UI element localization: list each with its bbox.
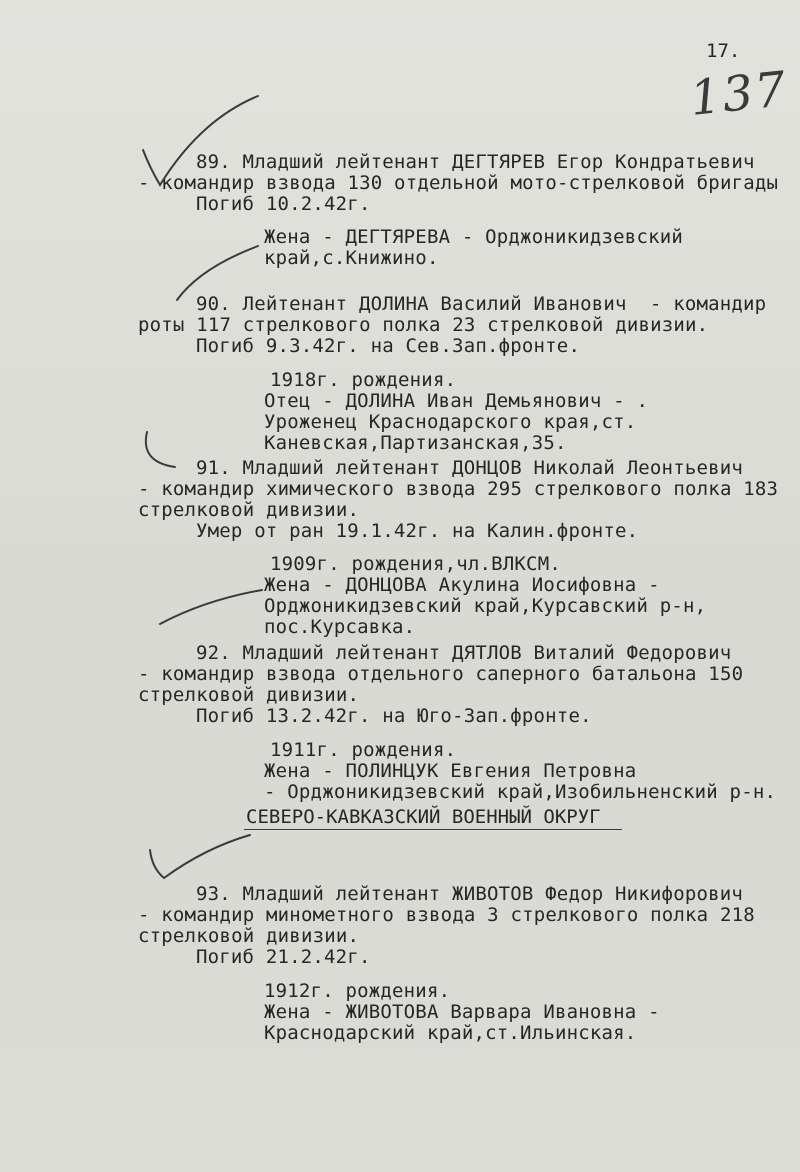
- check-mark-icon: [143, 96, 258, 185]
- entry-line: - командир взвода отдельного саперного батальона 150: [138, 663, 744, 685]
- entry-detail: 1912г. рождения.: [264, 980, 451, 1002]
- entry-detail: пос.Курсавка.: [264, 616, 416, 638]
- handwritten-page-number: 137: [687, 61, 791, 127]
- entry-line: стрелковой дивизии.: [138, 925, 360, 947]
- entry-line: 90. Лейтенант ДОЛИНА Василий Иванович - командир: [196, 293, 767, 315]
- entry-line: Погиб 13.2.42г. на Юго-Зап.фронте.: [196, 705, 592, 727]
- entry-line: Погиб 21.2.42г.: [196, 946, 371, 968]
- check-mark-icon: [177, 246, 258, 300]
- entry-line: Погиб 10.2.42г.: [196, 193, 371, 215]
- check-mark-icon: [150, 835, 250, 878]
- entry-detail: край,с.Книжино.: [264, 247, 439, 269]
- entry-detail: 1918г. рождения.: [270, 369, 457, 391]
- check-mark-icon: [146, 432, 175, 467]
- entry-detail: Уроженец Краснодарского края,ст.: [264, 411, 637, 433]
- entry-detail: 1911г. рождения.: [270, 739, 457, 761]
- entry-line: 92. Младший лейтенант ДЯТЛОВ Виталий Федорович: [196, 642, 732, 664]
- page-number: 17.: [706, 40, 741, 62]
- entry-line: Умер от ран 19.1.42г. на Калин.фронте.: [196, 520, 639, 542]
- section-heading: СЕВЕРО-КАВКАЗСКИЙ ВОЕННЫЙ ОКРУГ: [246, 806, 601, 828]
- entry-line: 93. Младший лейтенант ЖИВОТОВ Федор Никифорович: [196, 883, 744, 905]
- entry-detail: Каневская,Партизанская,35.: [264, 432, 567, 454]
- entry-detail: Орджоникидзевский край,Курсавский р-н,: [264, 595, 707, 617]
- check-mark-icon: [160, 590, 262, 624]
- entry-detail: Жена - ПОЛИНЦУК Евгения Петровна: [264, 760, 637, 782]
- entry-line: 89. Младший лейтенант ДЕГТЯРЕВ Егор Кондратьевич: [196, 151, 755, 173]
- entry-detail: Жена - ЖИВОТОВА Варвара Ивановна -: [264, 1001, 660, 1023]
- entry-line: стрелковой дивизии.: [138, 684, 360, 706]
- entry-line: роты 117 стрелкового полка 23 стрелковой дивизии.: [138, 314, 709, 336]
- entry-detail: - Орджоникидзевский край,Изобильненский р-н.: [264, 781, 777, 803]
- entry-detail: 1909г. рождения,чл.ВЛКСМ.: [270, 553, 561, 575]
- entry-line: 91. Младший лейтенант ДОНЦОВ Николай Леонтьевич: [196, 457, 744, 479]
- entry-line: - командир взвода 130 отдельной мото-стрелковой бригады: [138, 172, 779, 194]
- entry-detail: Жена - ДОНЦОВА Акулина Иосифовна -: [264, 574, 660, 596]
- entry-line: стрелковой дивизии.: [138, 499, 360, 521]
- entry-line: Погиб 9.3.42г. на Сев.Зап.фронте.: [196, 335, 581, 357]
- entry-line: - командир минометного взвода 3 стрелкового полка 218: [138, 904, 755, 926]
- entry-detail: Краснодарский край,ст.Ильинская.: [264, 1022, 637, 1044]
- entry-detail: Жена - ДЕГТЯРЕВА - Орджоникидзевский: [264, 226, 684, 248]
- entry-detail: Отец - ДОЛИНА Иван Демьянович - .: [264, 390, 649, 412]
- entry-line: - командир химического взвода 295 стрелкового полка 183: [138, 478, 779, 500]
